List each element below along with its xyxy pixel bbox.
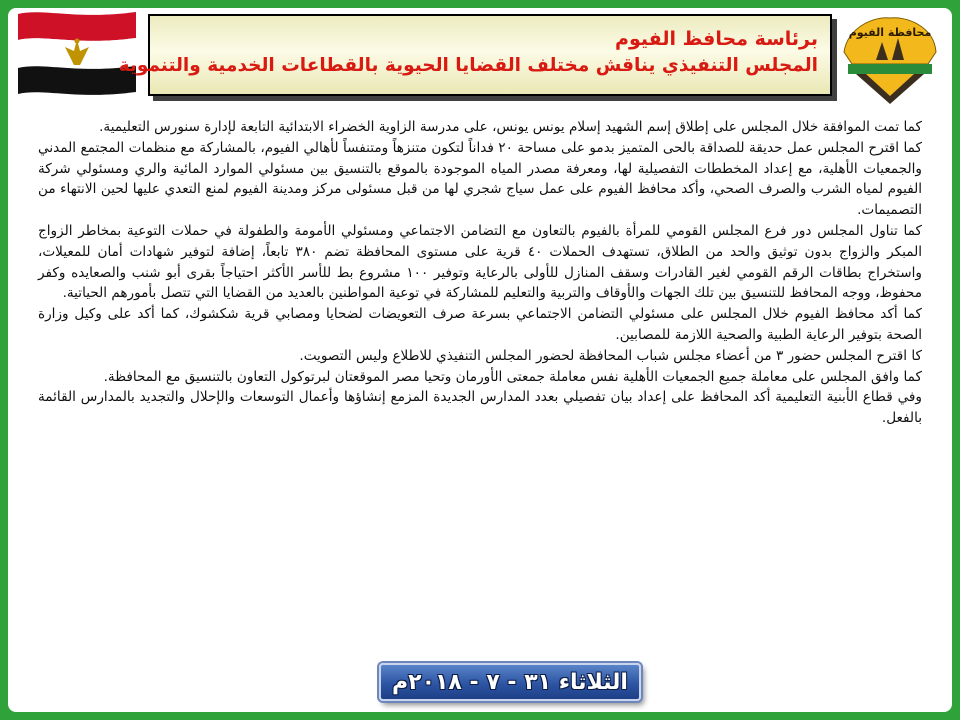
paragraph: كما وافق المجلس على معاملة جميع الجمعيات الأهلية نفس معاملة جمعتى الأورمان وتحيا مصر الموقعتان لبرتوكول التعاون بالتنسيق مع المحافظة. bbox=[103, 368, 922, 385]
paragraph: كما اقترح المجلس عمل حديقة للصداقة بالحى المتميز بدمو على مساحة ٢٠ فداناً لتكون متنزهاً ومتنفساً لأهالي الفيوم، بالمشاركة مع منظمات المجتمع المدني والجمعيات الأهلية، مع إعداد المخططات التفصيلية لها، ومعرفة مصدر المياه الموجودة بالموقع بالتنسيق بين مسئولي الموارد المائية والري ومسئولي شركة الفيوم لمياه الشرب والصرف الصحي، وأكد محافظ الفيوم على عمل سياج شجري لها من قبل مسئولى مركز ومدينة الفيوم لمنع التعدي عليها لحين الانتهاء من التصميمات. bbox=[38, 139, 922, 219]
fayoum-governorate-emblem-icon bbox=[836, 12, 944, 108]
paragraph: كما أكد محافظ الفيوم خلال المجلس على مسئولي التضامن الاجتماعي بسرعة صرف التعويضات لضحايا ومصابي قرية شكشوك، كما أكد على وكيل وزارة الصحة بتوفير الرعاية الطبية والصحية اللازمة للمصابين. bbox=[38, 306, 922, 343]
headline: المجلس التنفيذي يناقش مختلف القضايا الحيوية بالقطاعات الخدمية والتنموية bbox=[118, 55, 818, 76]
article-body bbox=[38, 117, 922, 429]
title-banner bbox=[118, 14, 832, 96]
paragraph: كما تمت الموافقة خلال المجلس على إطلاق إسم الشهيد إسلام يونس يونس، على مدرسة الزاوية الخضراء الابتدائية التابعة لإدارة سنورس التعليمية. bbox=[99, 119, 922, 135]
logo-text: محافظة الفيوم bbox=[848, 26, 932, 39]
paragraph: كما تناول المجلس دور فرع المجلس القومي للمرأة بالفيوم بالتعاون مع التضامن الاجتماعي ومسئولي الأمومة والطفولة في حملات التوعية بمخاطر الزواج المبكر والزواج بدون توثيق والحد من الطلاق، تستهدف الحملات ٤٠ قرية على مستوى المحافظة تضم ٣٨٠ تابعاً، إضافة لتوفير شهادات أمان للمعيلات، واستخراج بطاقات الرقم القومي لغير القادرات وسقف المنازل للأولى بالرعاية وتوفير ١٠٠ مشروع بط للأسر الأكثر احتياجاً بقرى أبو شنب والصعايده وكفر محفوظ، ووجه المحافظ للتنسيق بين تلك الجهات والأوقاف والتربية والتعليم للمشاركة في توعية المواطنين بالعديد من القضايا التي تتصل بأمورهم الحياتية. bbox=[38, 222, 922, 302]
headline-prefix: برئاسة محافظ الفيوم bbox=[615, 28, 818, 50]
paragraph: وفي قطاع الأبنية التعليمية أكد المحافظ على إعداد بيان تفصيلي بعدد المدارس الجديدة المزمع إنشاؤها وأعمال التوسعات والإحلال والتجديد بالمدارس القائمة بالفعل. bbox=[38, 389, 922, 427]
date-badge bbox=[379, 663, 641, 701]
date-text: الثلاثاء ٣١ - ٧ - ٢٠١٨م bbox=[392, 669, 628, 695]
paragraph: كا اقترح المجلس حضور ٣ من أعضاء مجلس شباب المحافظة لحضور المجلس التنفيذي للاطلاع وليس التصويت. bbox=[299, 347, 922, 364]
